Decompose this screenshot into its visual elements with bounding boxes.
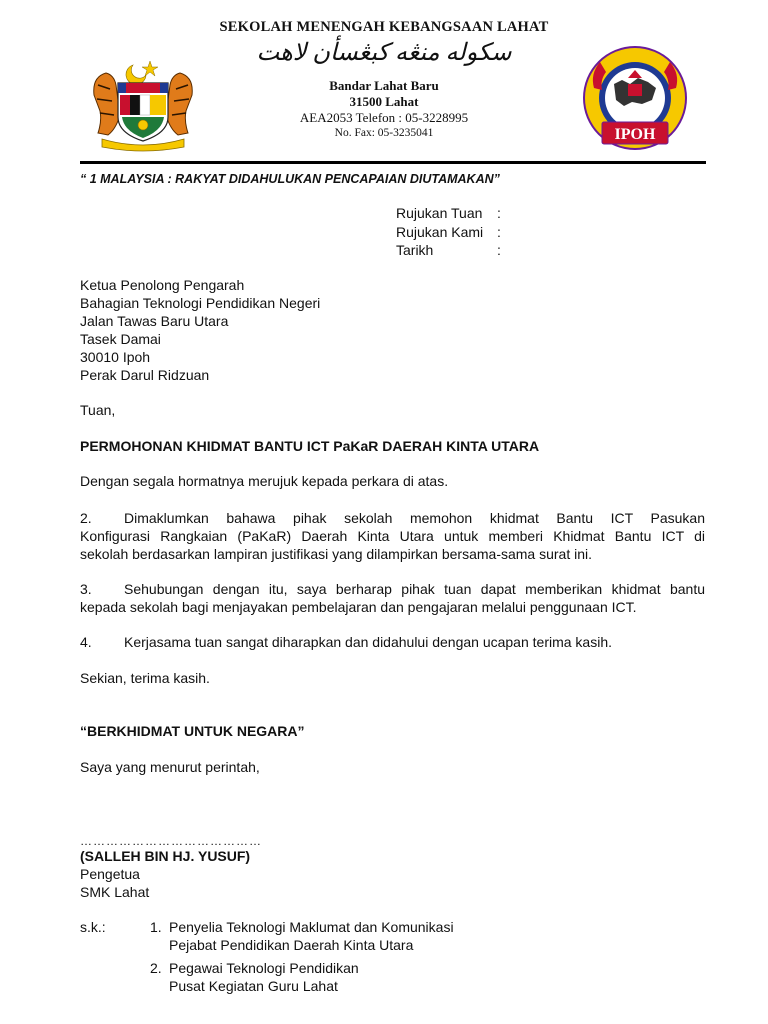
header-divider	[80, 161, 706, 164]
recipient-line: Perak Darul Ridzuan	[80, 367, 210, 383]
paragraph-number: 3.	[80, 581, 92, 597]
paragraph-text: sekolah berdasarkan lampiran justifikasi yang dilampirkan bersama-sama surat ini.	[80, 546, 593, 562]
paragraph-text: Dimaklumkan bahawa pihak sekolah memohon khidmat Bantu ICT Pasukan	[124, 510, 705, 526]
paragraph-number: 4.	[80, 634, 92, 650]
cc-item-line: Pusat Kegiatan Guru Lahat	[169, 978, 338, 994]
school-logo-label: IPOH	[614, 126, 656, 143]
paragraph-text: Kerjasama tuan sangat diharapkan dan didahului dengan ucapan terima kasih.	[124, 634, 613, 650]
reference-label-tarikh: Tarikh	[396, 242, 434, 258]
address-line-2: 31500 Lahat	[349, 94, 419, 109]
reference-label-tuan: Rujukan Tuan	[396, 205, 483, 221]
cc-item-line: Pegawai Teknologi Pendidikan	[169, 960, 359, 976]
school-name-jawi: سكوله منڠه كبڠسأن لاهت	[256, 40, 512, 66]
recipient-line: Jalan Tawas Baru Utara	[80, 313, 229, 329]
paragraph-2	[80, 509, 705, 563]
national-motto: “ 1 MALAYSIA : RAKYAT DIDAHULUKAN PENCAPAIAN DIUTAMAKAN”	[80, 172, 500, 186]
reference-label-kami: Rujukan Kami	[396, 224, 484, 240]
recipient-line: Tasek Damai	[80, 331, 161, 347]
letter-subject: PERMOHONAN KHIDMAT BANTU ICT PaKaR DAERAH KINTA UTARA	[80, 438, 540, 454]
school-name: SEKOLAH MENENGAH KEBANGSAAN LAHAT	[219, 19, 549, 35]
recipient-line: Bahagian Teknologi Pendidikan Negeri	[80, 295, 321, 311]
reference-colon: :	[497, 224, 501, 240]
service-slogan: “BERKHIDMAT UNTUK NEGARA”	[80, 723, 305, 739]
cc-item-number: 1.	[150, 919, 162, 935]
signer-name: (SALLEH BIN HJ. YUSUF)	[80, 848, 251, 864]
reference-colon: :	[497, 242, 501, 258]
paragraph-3	[80, 580, 705, 616]
cc-label: s.k.:	[80, 919, 106, 935]
recipient-line: 30010 Ipoh	[80, 349, 151, 365]
paragraph-text: Konfigurasi Rangkaian (PaKaR) Daerah Kinta Utara untuk memberi Khidmat Bantu ICT di	[80, 528, 705, 544]
cc-item-number: 2.	[150, 960, 162, 976]
address-line-1: Bandar Lahat Baru	[329, 78, 439, 93]
fax-line: No. Fax: 05-3235041	[334, 127, 434, 139]
signer-school: SMK Lahat	[80, 884, 150, 900]
paragraph-number: 2.	[80, 510, 92, 526]
cc-item-line: Penyelia Teknologi Maklumat dan Komunikasi	[169, 919, 454, 935]
paragraph-text: Sehubungan dengan itu, saya berharap pihak tuan dapat memberikan khidmat bantu	[124, 581, 705, 597]
intro-paragraph: Dengan segala hormatnya merujuk kepada perkara di atas.	[80, 473, 449, 489]
paragraph-4	[80, 633, 705, 651]
salutation: Tuan,	[80, 402, 116, 418]
closing-line: Saya yang menurut perintah,	[80, 759, 260, 775]
reference-colon: :	[497, 205, 501, 221]
signature-line: ……………………………………	[80, 834, 262, 848]
recipient-line: Ketua Penolong Pengarah	[80, 277, 245, 293]
signer-title: Pengetua	[80, 866, 140, 882]
paragraph-text: kepada sekolah bagi menjayakan pembelajaran dan pengajaran melalui penggunaan ICT.	[80, 599, 637, 615]
school-logo-icon	[580, 44, 690, 152]
thanks-line: Sekian, terima kasih.	[80, 670, 210, 686]
malaysia-crest-icon	[88, 55, 198, 155]
phone-line: AEA2053 Telefon : 05-3228995	[299, 110, 469, 125]
cc-item-line: Pejabat Pendidikan Daerah Kinta Utara	[169, 937, 414, 953]
